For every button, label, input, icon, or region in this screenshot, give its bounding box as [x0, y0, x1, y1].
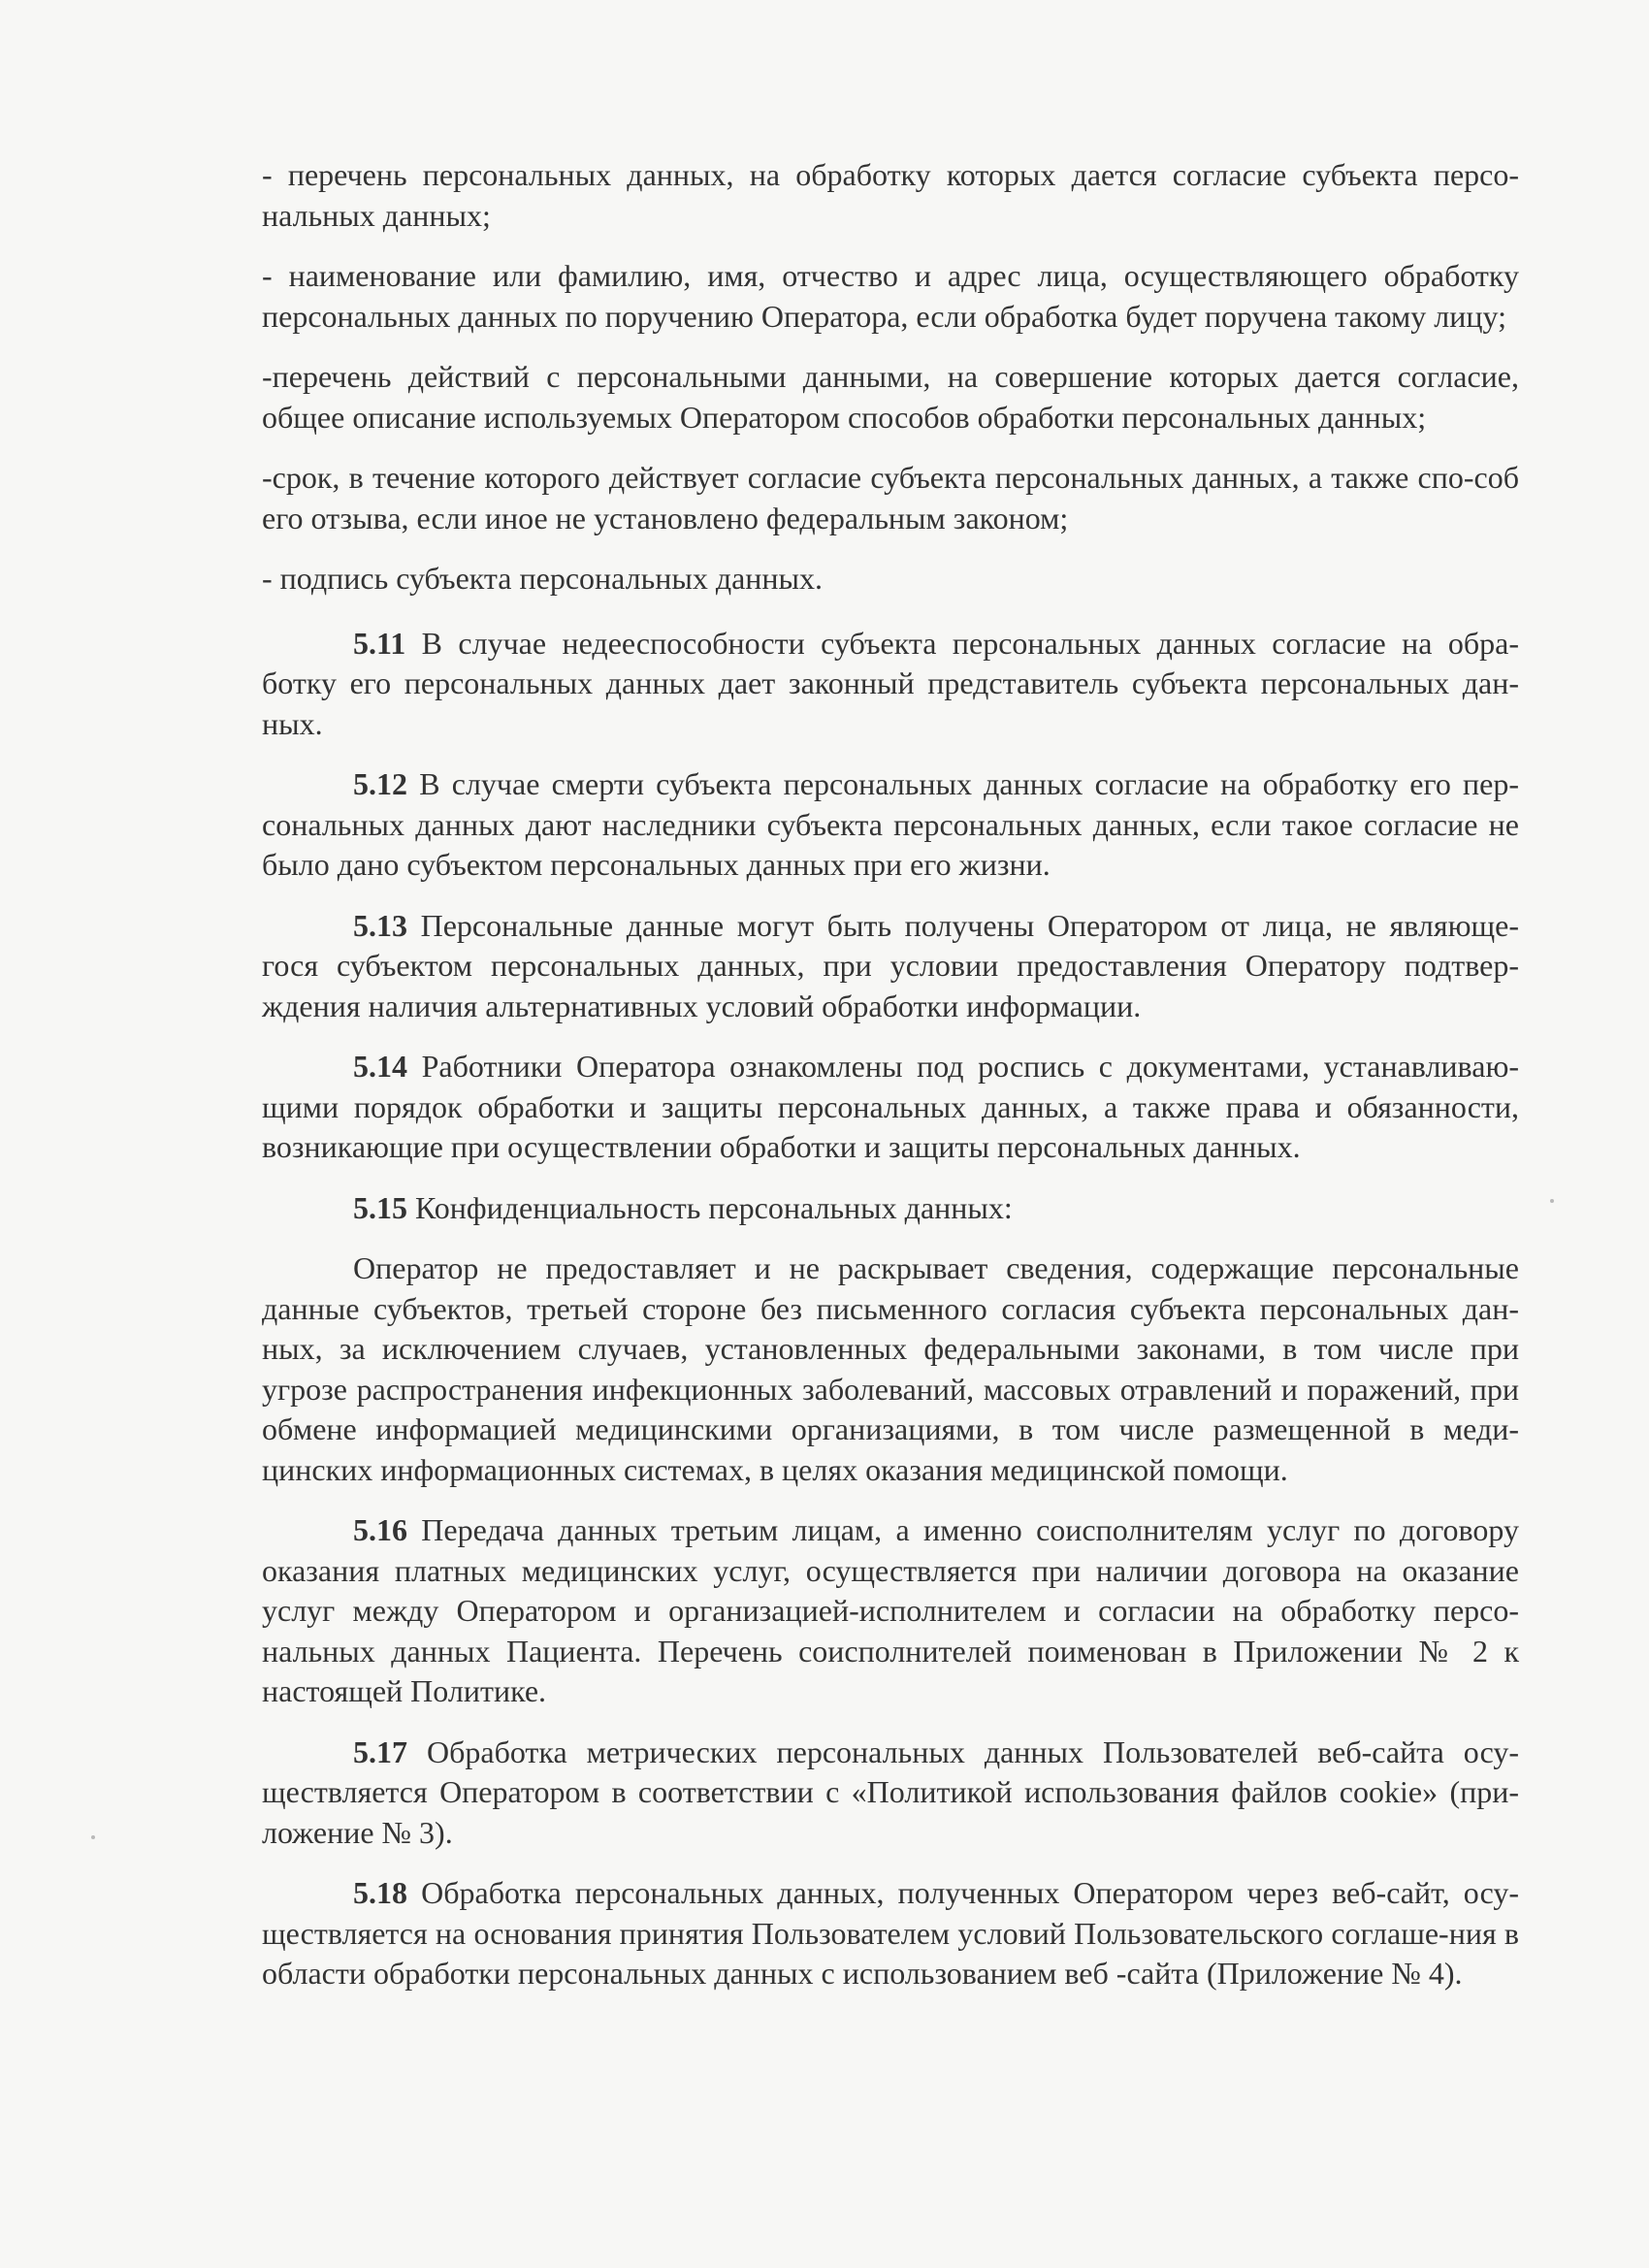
clause-number: 5.13: [353, 907, 407, 943]
paragraph-text: Работники Оператора ознакомлены под роспись с документами, устанавливаю-щими порядок обработки и защиты персональных данных, а также права и обязанности, возникающие при осуществлении обработки и защиты персональных данных.: [262, 1049, 1520, 1164]
clause-number: 5.16: [353, 1512, 407, 1547]
clause-number: 5.18: [353, 1875, 407, 1910]
clause-5-15: [262, 1188, 1519, 1229]
paragraph-text: -перечень действий с персональными данными, на совершение которых дается согласие, общее описание используемых Оператором способов обработки персональных данных;: [262, 359, 1519, 435]
paragraph-text: -срок, в течение которого действует согласие субъекта персональных данных, а также спо-соб его отзыва, если иное не установлено федеральным законом;: [262, 460, 1519, 535]
clause-number: 5.12: [353, 766, 407, 801]
clause-5-13: [262, 906, 1519, 1027]
paragraph-text: В случае смерти субъекта персональных данных согласие на обработку его пер-сональных данных дают наследники субъекта персональных данных, если такое согласие не было дано субъектом персональных данных при его жизни.: [262, 766, 1520, 882]
paragraph-text: - наименование или фамилию, имя, отчество и адрес лица, осуществляющего обработку персональных данных по поручению Оператора, если обработка будет поручена такому лицу;: [262, 258, 1519, 334]
list-item-processor-name: [262, 256, 1519, 337]
scan-speck: [1550, 1199, 1554, 1203]
clause-5-16: [262, 1510, 1519, 1712]
paragraph-text: Конфиденциальность персональных данных:: [415, 1189, 1013, 1225]
clause-5-14: [262, 1047, 1519, 1168]
clause-5-17: [262, 1733, 1519, 1854]
document-body: [262, 155, 1519, 2015]
clause-5-18: [262, 1873, 1519, 1994]
clause-5-12: [262, 764, 1519, 886]
clause-number: 5.14: [353, 1049, 407, 1084]
paragraph-text: - перечень персональных данных, на обработку которых дается согласие субъекта персо-нальных данных;: [262, 157, 1519, 233]
paragraph-text: Оператор не предоставляет и не раскрывает сведения, содержащие персональные данные субъектов, третьей стороне без письменного согласия субъекта персональных дан-ных, за исключением случаев, установленных федеральными законами, в том числе при угрозе распространения инфекционных заболеваний, массовых отравлений и поражений, при обмене информацией медицинскими организациями, в том числе размещенной в меди-цинских информационных системах, в целях оказания медицинской помощи.: [262, 1250, 1519, 1487]
paragraph-text: Персональные данные могут быть получены Оператором от лица, не являюще-гося субъектом персональных данных, при условии предоставления Оператору подтвер-ждения наличия альтернативных условий обработки информации.: [262, 907, 1520, 1023]
clause-number: 5.15: [353, 1189, 407, 1225]
paragraph-text: В случае недееспособности субъекта персональных данных согласие на обра-ботку его персональных данных дает законный представитель субъекта персональных дан-ных.: [262, 625, 1520, 741]
clause-number: 5.11: [353, 625, 406, 661]
clause-5-15-body: [262, 1248, 1519, 1490]
paragraph-text: Передача данных третьим лицам, а именно соисполнителям услуг по договору оказания платных медицинских услуг, осуществляется при наличии договора на оказание услуг между Оператором и организацией-исполнителем и согласии на обработку персо-нальных данных Пациента. Перечень соисполнителей поименован в Приложении № 2 к настоящей Политике.: [262, 1512, 1520, 1708]
paragraph-text: Обработка персональных данных, полученных Оператором через веб-сайт, осу-ществляется на основания принятия Пользователем условий Пользовательского соглаше-ния в области обработки персональных данных с использованием веб -сайта (Приложение № 4).: [262, 1875, 1520, 1991]
clause-5-11: [262, 624, 1519, 745]
list-item-data-list: [262, 155, 1519, 236]
paragraph-text: - подпись субъекта персональных данных.: [262, 561, 824, 596]
list-item-term: [262, 458, 1519, 538]
scan-speck: [91, 1835, 95, 1839]
list-item-signature: [262, 559, 1519, 599]
clause-number: 5.17: [353, 1733, 407, 1769]
list-item-actions: [262, 357, 1519, 437]
paragraph-text: Обработка метрических персональных данных Пользователей веб-сайта осу-ществляется Оператором в соответствии с «Политикой использования файлов cookie» (при-ложение № 3).: [262, 1733, 1520, 1850]
